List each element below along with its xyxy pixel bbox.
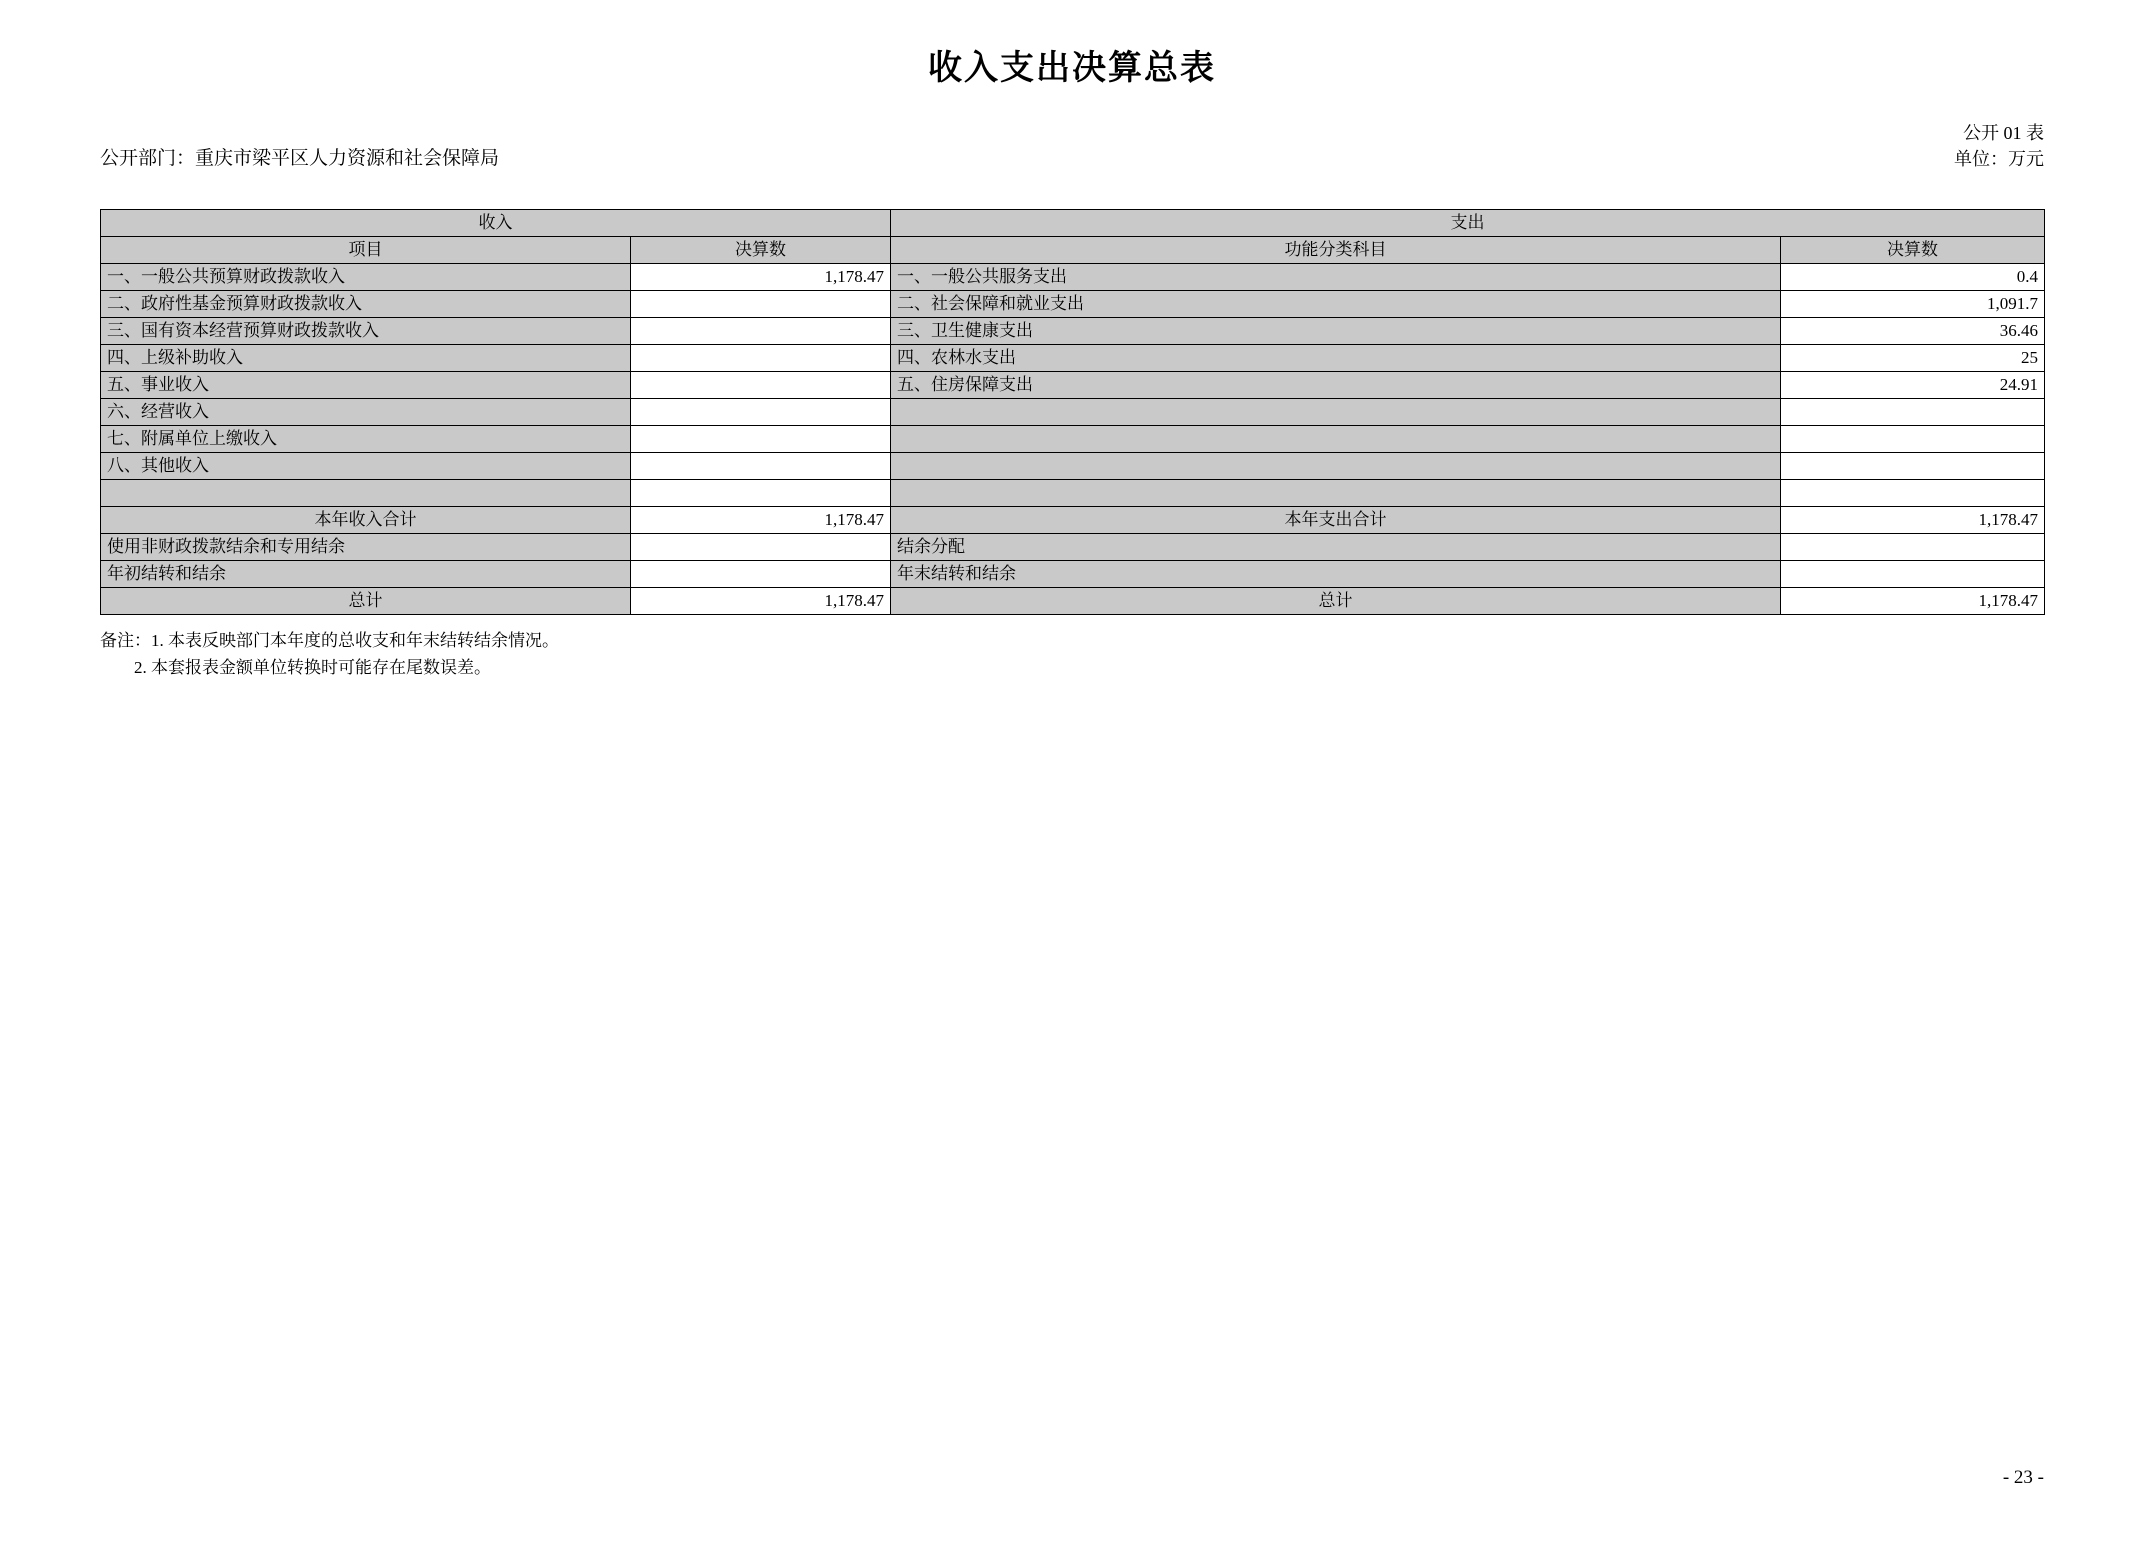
table-row (101, 426, 2045, 453)
table-row (101, 264, 2045, 291)
expense-item (891, 399, 1781, 426)
department-name: 重庆市梁平区人力资源和社会保障局 (195, 148, 500, 169)
group-header-expense: 支出 (891, 210, 2045, 237)
department-label: 公开部门： (100, 148, 196, 169)
income-subtotal-label: 本年收入合计 (101, 507, 631, 534)
table-row (101, 561, 2045, 588)
income-item: 使用非财政拨款结余和专用结余 (101, 534, 631, 561)
table-column-header-row (101, 237, 2045, 264)
table-row (101, 372, 2045, 399)
income-total-label: 总计 (101, 588, 631, 615)
table-subtotal-row (101, 507, 2045, 534)
table-total-row (101, 588, 2045, 615)
expense-item: 结余分配 (891, 534, 1781, 561)
col-header-expense-amount: 决算数 (1781, 237, 2045, 264)
income-amount (631, 561, 891, 588)
income-item: 一、一般公共预算财政拨款收入 (101, 264, 631, 291)
expense-item (891, 480, 1781, 507)
note-line-1: 备注：1. 本表反映部门本年度的总收支和年末结转结余情况。 (100, 631, 559, 650)
income-amount (631, 372, 891, 399)
expense-item: 三、卫生健康支出 (891, 318, 1781, 345)
income-item: 五、事业收入 (101, 372, 631, 399)
group-header-income: 收入 (101, 210, 891, 237)
income-amount (631, 318, 891, 345)
expense-amount (1781, 561, 2045, 588)
table-row (101, 453, 2045, 480)
income-amount (631, 345, 891, 372)
expense-subtotal-amount: 1,178.47 (1781, 507, 2045, 534)
table-row (101, 399, 2045, 426)
income-subtotal-amount: 1,178.47 (631, 507, 891, 534)
amount-unit-note: 单位：万元 (1954, 149, 2044, 169)
expense-amount (1781, 426, 2045, 453)
expense-item: 五、住房保障支出 (891, 372, 1781, 399)
table-row (101, 480, 2045, 507)
col-header-income-item: 项目 (101, 237, 631, 264)
expense-item (891, 426, 1781, 453)
expense-amount: 24.91 (1781, 372, 2045, 399)
expense-item: 四、农林水支出 (891, 345, 1781, 372)
income-total-amount: 1,178.47 (631, 588, 891, 615)
document-meta (100, 89, 2044, 169)
page-title: 收入支出决算总表 (928, 50, 1216, 87)
col-header-expense-item: 功能分类科目 (891, 237, 1781, 264)
income-amount (631, 291, 891, 318)
income-item: 年初结转和结余 (101, 561, 631, 588)
income-item (101, 480, 631, 507)
income-amount (631, 453, 891, 480)
table-row (101, 291, 2045, 318)
table-row (101, 318, 2045, 345)
income-amount (631, 480, 891, 507)
expense-item: 年末结转和结余 (891, 561, 1781, 588)
expense-total-amount: 1,178.47 (1781, 588, 2045, 615)
income-amount: 1,178.47 (631, 264, 891, 291)
budget-summary-table (100, 209, 2045, 615)
expense-amount: 1,091.7 (1781, 291, 2045, 318)
page-number: - 23 - (2002, 1467, 2044, 1488)
expense-amount: 25 (1781, 345, 2045, 372)
expense-amount: 0.4 (1781, 264, 2045, 291)
income-item: 三、国有资本经营预算财政拨款收入 (101, 318, 631, 345)
income-item: 六、经营收入 (101, 399, 631, 426)
income-amount (631, 534, 891, 561)
expense-amount (1781, 534, 2045, 561)
expense-item: 二、社会保障和就业支出 (891, 291, 1781, 318)
expense-amount (1781, 453, 2045, 480)
document-page (0, 40, 2144, 1555)
income-item: 二、政府性基金预算财政拨款收入 (101, 291, 631, 318)
table-group-header-row (101, 210, 2045, 237)
expense-item: 一、一般公共服务支出 (891, 264, 1781, 291)
form-code: 公开 01 表 (1963, 123, 2044, 143)
table-row (101, 534, 2045, 561)
expense-amount (1781, 399, 2045, 426)
expense-total-label: 总计 (891, 588, 1781, 615)
table-notes (100, 627, 2044, 681)
expense-item (891, 453, 1781, 480)
expense-amount: 36.46 (1781, 318, 2045, 345)
department-line (100, 143, 499, 170)
income-amount (631, 426, 891, 453)
income-item: 四、上级补助收入 (101, 345, 631, 372)
table-row (101, 345, 2045, 372)
income-amount (631, 399, 891, 426)
expense-subtotal-label: 本年支出合计 (891, 507, 1781, 534)
note-line-2: 2. 本套报表金额单位转换时可能存在尾数误差。 (134, 658, 491, 678)
col-header-income-amount: 决算数 (631, 237, 891, 264)
income-item: 八、其他收入 (101, 453, 631, 480)
expense-amount (1781, 480, 2045, 507)
income-item: 七、附属单位上缴收入 (101, 426, 631, 453)
